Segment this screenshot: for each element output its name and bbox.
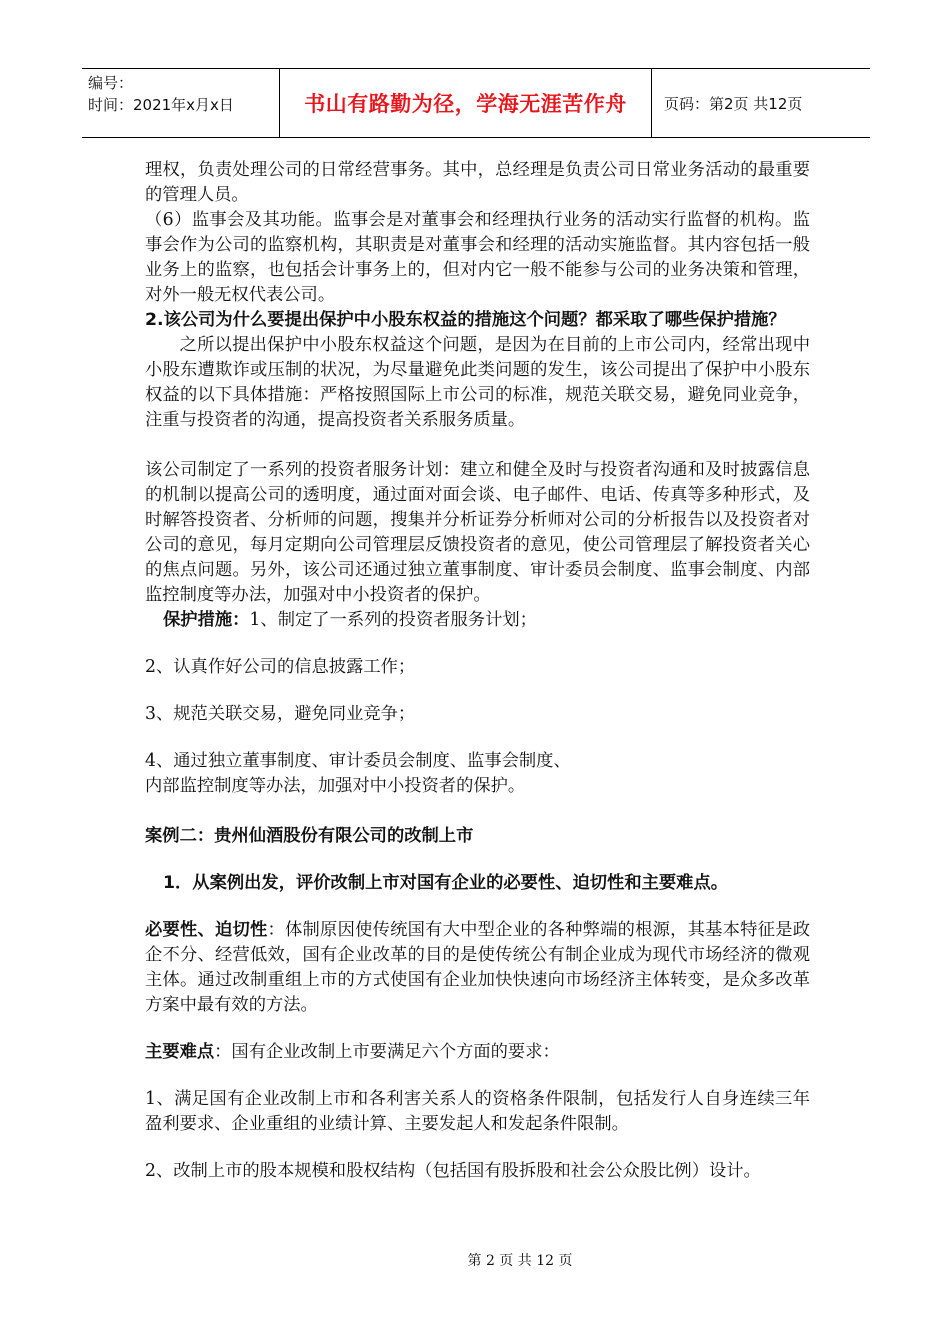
necessity-text: ：体制原因使传统国有大中型企业的各种弊端的根源，其基本特征是政企不分、经营低效，国有企业改革的目的是使传统公有制企业成为现代市场经济的微观主体。通过改制重组上市的方式使国有企业加快快速向市场经济主体转变，是众多改革方案中最有效的方法。 — [145, 920, 810, 1015]
header-number-label: 编号： — [88, 74, 134, 92]
header-page-info: 页码：第2页 共12页 — [664, 94, 803, 113]
measures-line-1 — [145, 608, 810, 633]
page-header — [82, 68, 870, 138]
document-body — [145, 158, 810, 1184]
measure-item-4a: 4、通过独立董事制度、审计委员会制度、监事会制度、 — [145, 751, 571, 771]
case-two-question-1: 1．从案例出发，评价改制上市对国有企业的必要性、迫切性和主要难点。 — [163, 873, 729, 893]
question-2-heading: 2.该公司为什么要提出保护中小股东权益的措施这个问题？都采取了哪些保护措施？ — [145, 310, 786, 330]
paragraph-necessity — [145, 918, 810, 1018]
page-footer: 第 2 页 共 12 页 — [467, 1253, 573, 1269]
measure-item-1: 1、制定了一系列的投资者服务计划； — [249, 610, 537, 630]
difficulty-label: 主要难点 — [145, 1042, 215, 1062]
measure-item-3: 3、规范关联交易，避免同业竞争； — [145, 704, 416, 724]
case-two-title: 案例二：贵州仙酒股份有限公司的改制上市 — [145, 826, 474, 846]
header-meta — [82, 69, 280, 137]
paragraph-manager-duties: 理权，负责处理公司的日常经营事务。其中，总经理是负责公司日常业务活动的最重要的管理人员。 — [145, 160, 810, 205]
measures-label: 保护措施： — [163, 610, 250, 630]
header-time-label: 时间：2021年x月x日 — [88, 96, 234, 114]
paragraph-investor-service-plan: 该公司制定了一系列的投资者服务计划：建立和健全及时与投资者沟通和及时披露信息的机制以提高公司的透明度，通过面对面会谈、电子邮件、电话、传真等多种形式，及时解答投资者、分析师的问题，搜集并分析证券分析师对公司的分析报告以及投资者对公司的意见，每月定期向公司管理层反馈投资者的意见，使公司管理层了解投资者关心的焦点问题。另外，该公司还通过独立董事制度、审计委员会制度、监事会制度、内部监控制度等办法，加强对中小投资者的保护。 — [145, 460, 810, 605]
measure-item-2: 2、认真作好公司的信息披露工作； — [145, 657, 416, 677]
requirement-2: 2、改制上市的股本规模和股权结构（包括国有股拆股和社会公众股比例）设计。 — [145, 1161, 761, 1181]
header-motto: 书山有路勤为径，学海无涯苦作舟 — [280, 69, 652, 137]
requirement-1: 1、满足国有企业改制上市和各利害关系人的资格条件限制，包括发行人自身连续三年盈利要求、企业重组的业绩计算、主要发起人和发起条件限制。 — [145, 1089, 810, 1134]
paragraph-supervisory-board: （6）监事会及其功能。监事会是对董事会和经理执行业务的活动实行监督的机构。监事会作为公司的监察机构，其职责是对董事会和经理的活动实施监督。其内容包括一般业务上的监察，也包括会计事务上的，但对内它一般不能参与公司的业务决策和管理，对外一般无权代表公司。 — [145, 210, 810, 305]
measure-item-4b: 内部监控制度等办法，加强对中小投资者的保护。 — [145, 776, 526, 796]
necessity-label: 必要性、迫切性 — [145, 920, 268, 940]
paragraph-difficulty — [145, 1040, 810, 1065]
paragraph-minority-reasons: 之所以提出保护中小股东权益这个问题，是因为在目前的上市公司内，经常出现中小股东遭欺诈或压制的状况，为尽量避免此类问题的发生，该公司提出了保护中小股东权益的以下具体措施：严格按照国际上市公司的标准，规范关联交易，避免同业竞争，注重与投资者的沟通，提高投资者关系服务质量。 — [145, 335, 810, 430]
difficulty-text: ：国有企业改制上市要满足六个方面的要求： — [214, 1042, 560, 1062]
